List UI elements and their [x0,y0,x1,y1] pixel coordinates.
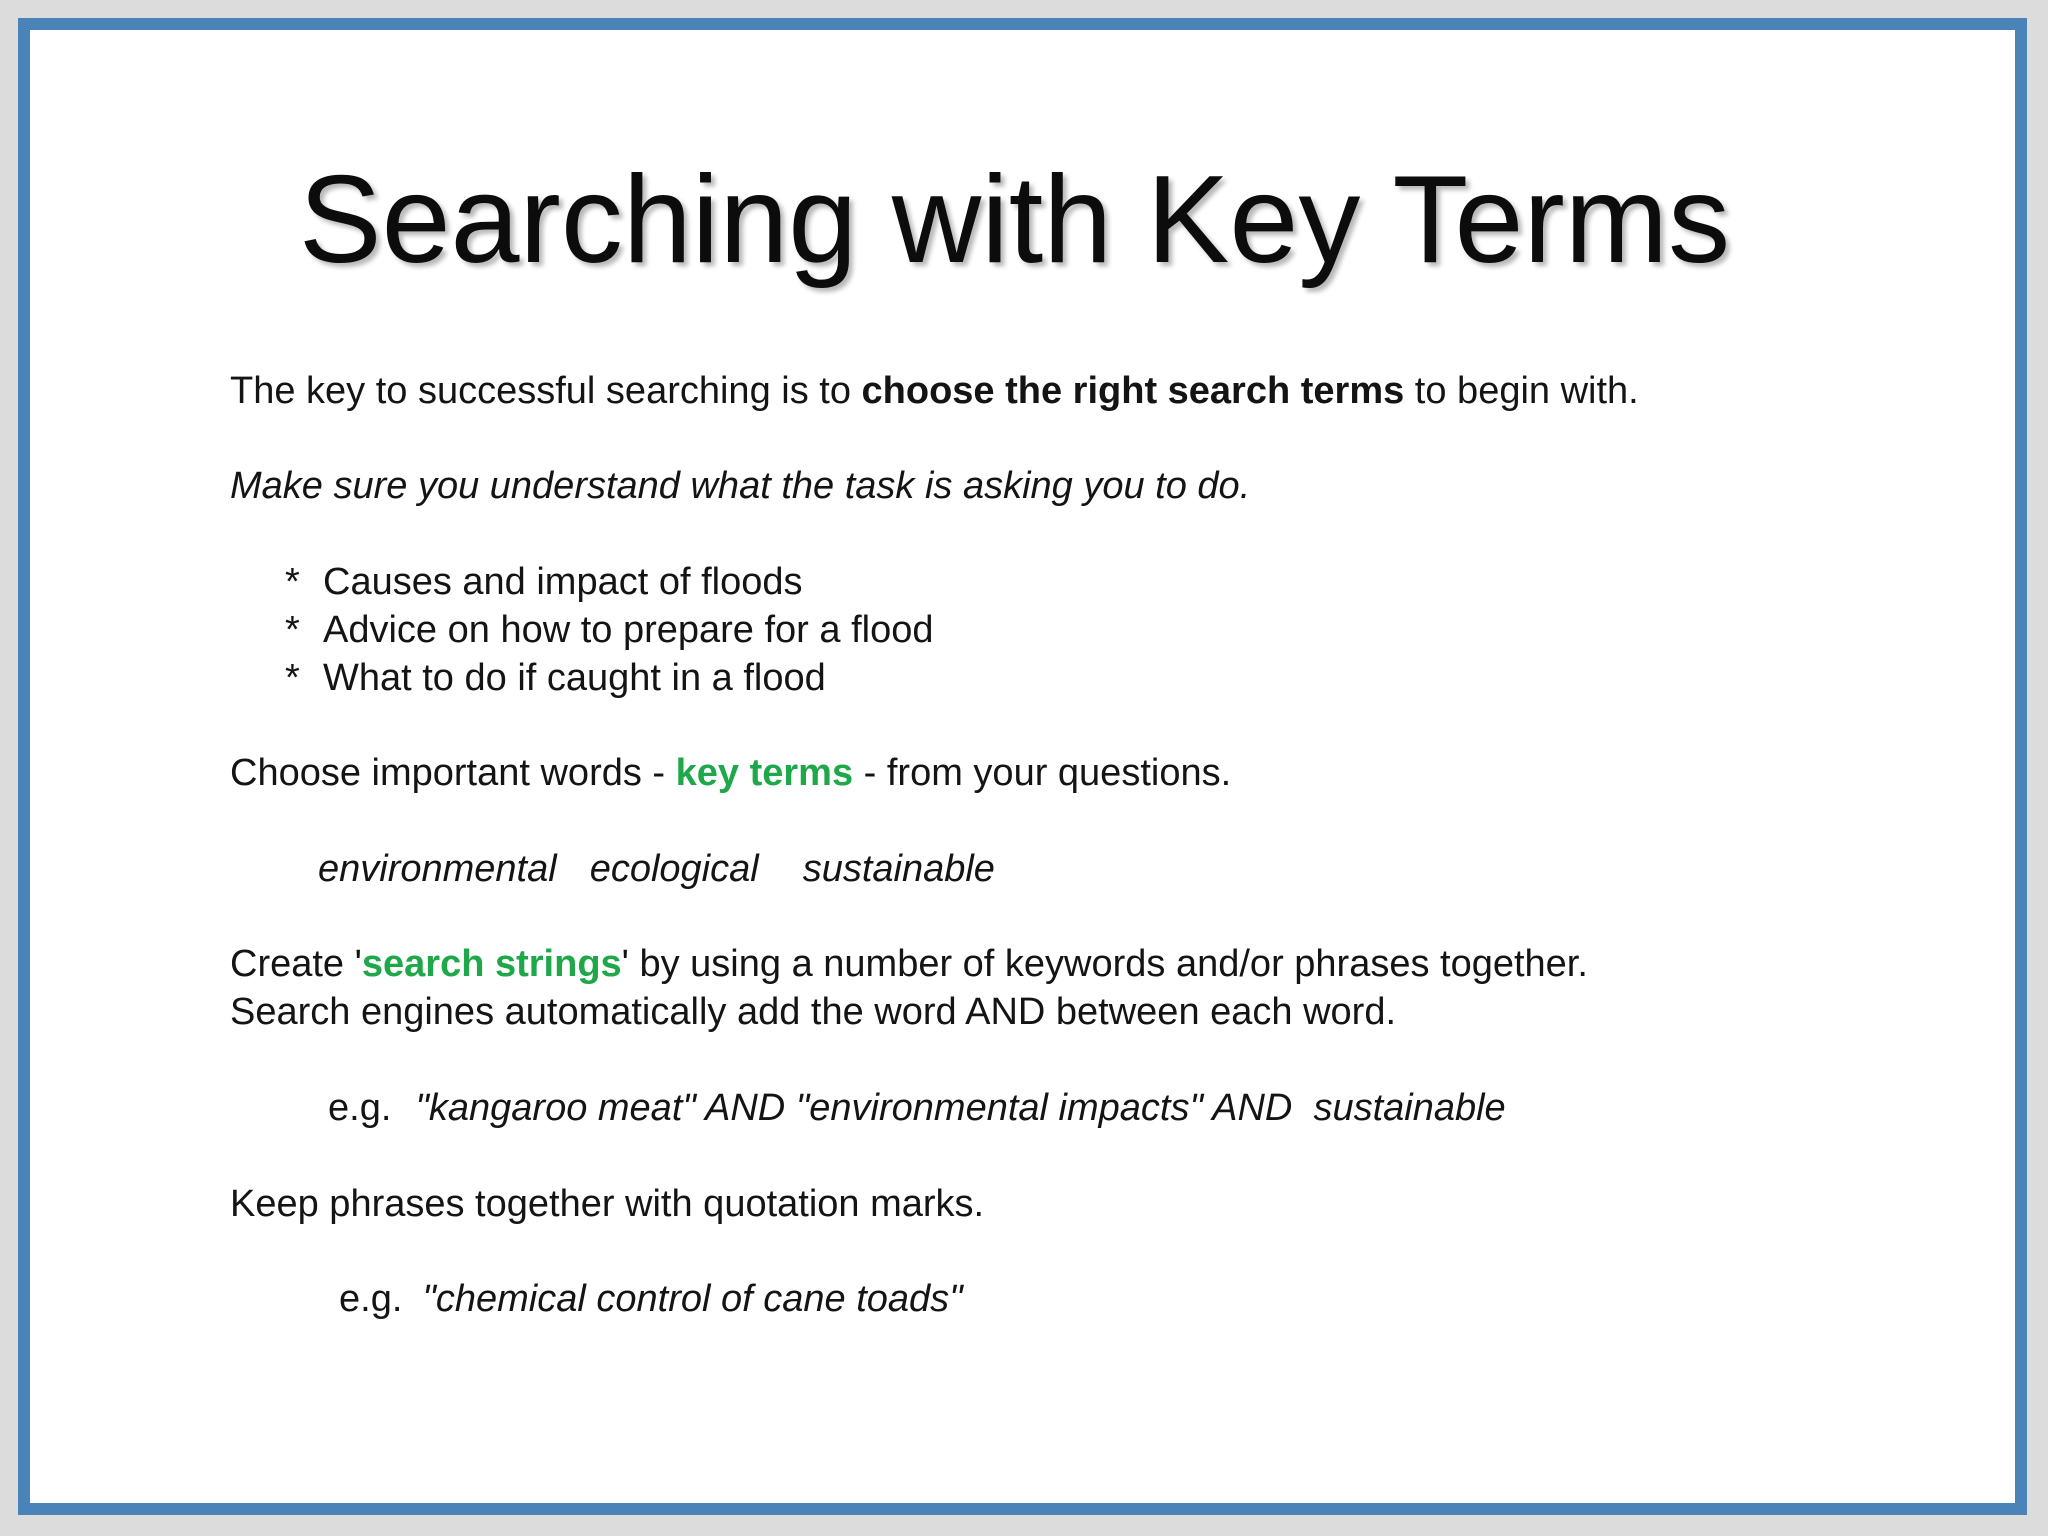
example-word: ecological [589,848,759,890]
search-strings-highlight: search strings [361,943,622,985]
slide-title-text: Searching with Key Terms [298,151,1731,289]
bullet-item [285,609,934,653]
search-strings-after: ' by using a number of keywords and/or phrases together. [621,943,1588,985]
bullet-marker: * [285,657,300,699]
intro-paragraph [230,370,1639,414]
example-2 [339,1278,963,1322]
instruction-text: Make sure you understand what the task is asking you to do. [230,465,1251,507]
slide-title [30,151,2039,289]
key-terms-after: - from your questions. [853,752,1232,794]
phrases-line: Keep phrases together with quotation marks. [230,1183,985,1225]
example-1 [328,1087,1506,1131]
search-engines-line: Search engines automatically add the word AND between each word. [230,991,1397,1033]
key-terms-paragraph [230,752,1231,796]
example-word: environmental [318,848,557,890]
search-strings-paragraph [230,943,1588,987]
bullet-marker: * [285,561,300,603]
example-words [318,848,995,892]
example-2-prefix: e.g. [339,1278,403,1320]
bullet-marker: * [285,609,300,651]
example-1-prefix: e.g. [328,1087,392,1129]
example-word: sustainable [802,848,995,890]
intro-text-before: The key to successful searching is to [230,370,862,412]
slide [18,18,2027,1515]
bullet-item [285,561,803,605]
intro-emphasis: choose the right search terms [861,370,1405,412]
bullet-text: What to do if caught in a flood [323,657,826,699]
example-1-text: "kangaroo meat" AND "environmental impacts" AND sustainable [415,1087,1506,1129]
intro-text-after: to begin with. [1404,370,1639,412]
key-terms-highlight: key terms [675,752,854,794]
bullet-text: Causes and impact of floods [323,561,803,603]
example-2-text: "chemical control of cane toads" [422,1278,963,1320]
bullet-text: Advice on how to prepare for a flood [323,609,934,651]
key-terms-before: Choose important words - [230,752,676,794]
bullet-item [285,657,826,701]
search-strings-before: Create ' [230,943,362,985]
